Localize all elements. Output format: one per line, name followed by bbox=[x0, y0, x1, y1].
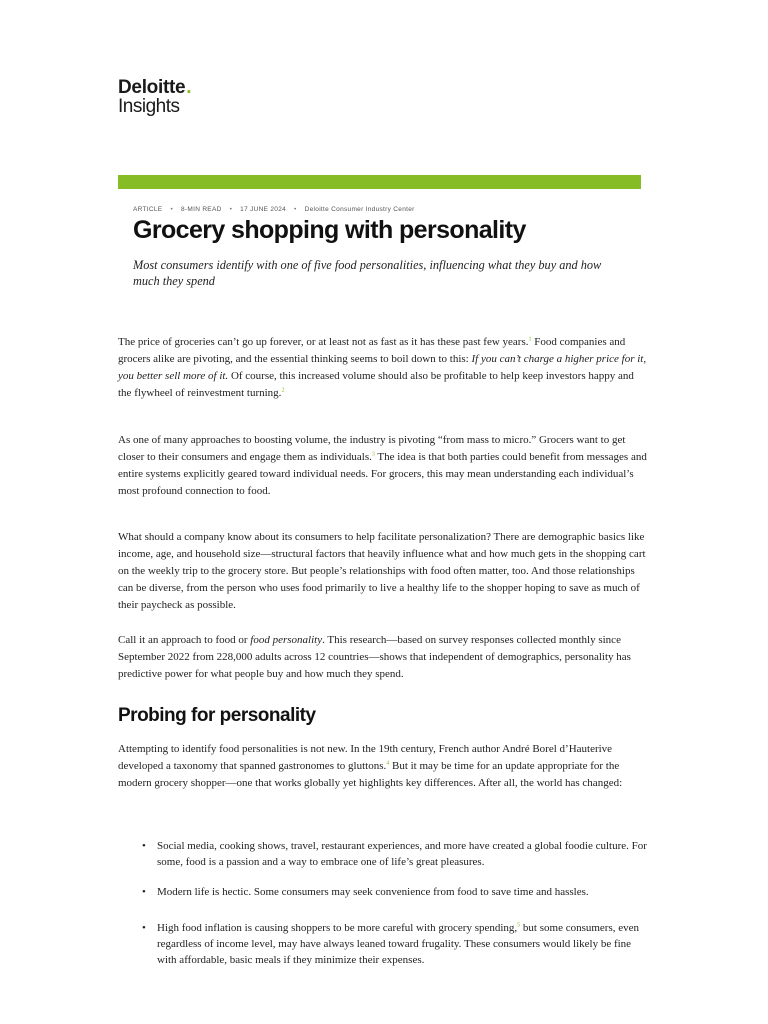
p1-text-a: The price of groceries can’t go up forever, or at least not as fast as it has these past few years. bbox=[118, 336, 529, 348]
article-title: Grocery shopping with personality bbox=[133, 216, 526, 244]
paragraph-3: What should a company know about its consumers to help facilitate personalization? There are demographic basics like income, age, and household size—structural factors that heavily influence what and how much gets in the shopping cart on the weekly trip to the grocery store. But people’s relationships with food often matter, too. And those relationships can be diverse, from the person who uses food primarily to live a healthy life to the shopper hoping to save as much of their paycheck as possible. bbox=[118, 531, 646, 611]
meta-separator: • bbox=[294, 206, 297, 213]
meta-source: Deloitte Consumer Industry Center bbox=[304, 206, 415, 213]
footnote-5-link[interactable]: 5 bbox=[517, 922, 521, 929]
meta-separator: • bbox=[229, 206, 233, 213]
article-meta bbox=[133, 206, 415, 213]
list-item bbox=[138, 920, 653, 968]
p1-emphasis: If you can’t charge a higher price for it, you better sell more of it. bbox=[118, 353, 647, 382]
meta-read-time: 8-MIN READ bbox=[181, 206, 222, 213]
section-heading: Probing for personality bbox=[118, 705, 316, 726]
p4-emphasis: food personality bbox=[250, 634, 323, 646]
paragraph-2 bbox=[118, 432, 650, 500]
p5-text-a: Attempting to identify food personalities is not new. In the 19th century, French author André Borel d’Hauterive developed a taxonomy that spanned gastronomes to gluttons. bbox=[118, 743, 613, 772]
footnote-3-link[interactable]: 3 bbox=[371, 451, 375, 458]
footnote-4-link[interactable]: 4 bbox=[386, 760, 390, 767]
list-item: • Modern life is hectic. Some consumers may seek convenience from food to save time and hassles. bbox=[138, 884, 653, 900]
paragraph-4 bbox=[118, 632, 650, 683]
p4-text-b: . This research—based on survey responses collected monthly since September 2022 from 228,000 adults across 12 countries—shows that independent of demographics, personality has predictive power for what people buy and how much they spend. bbox=[118, 634, 631, 680]
p2-text-a: As one of many approaches to boosting volume, the industry is pivoting “from mass to micro.” Grocers want to get closer to their consumers and engage them as individuals. bbox=[118, 434, 626, 463]
logo-brand bbox=[118, 78, 191, 98]
footnote-2-link[interactable]: 2 bbox=[281, 387, 285, 394]
footnote-1-link[interactable]: 1 bbox=[528, 336, 532, 343]
p5-text-b: But it may be time for an update appropriate for the modern grocery shopper—one that works globally yet highlights key differences. After all, the world has changed: bbox=[118, 760, 623, 789]
deloitte-insights-logo bbox=[118, 78, 191, 116]
p1-text-c: Of course, this increased volume should also be profitable to help keep investors happy and the flywheel of reinvestment turning. bbox=[118, 370, 634, 399]
bullet-3-text-b: but some consumers, even regardless of income level, may have always leaned toward frugality. These consumers would likely be fine with affordable, basic meals if they minimize their expenses. bbox=[157, 922, 640, 966]
meta-date: 17 JUNE 2024 bbox=[240, 206, 287, 213]
bullet-list bbox=[138, 838, 653, 968]
article-subtitle: Most consumers identify with one of five food personalities, influencing what they buy and how much they spend bbox=[133, 258, 602, 288]
meta-type: ARTICLE bbox=[133, 206, 163, 213]
logo-brand-text: Deloitte bbox=[118, 77, 186, 98]
p4-text-a: Call it an approach to food or bbox=[118, 634, 251, 646]
logo-subtitle: Insights bbox=[118, 96, 180, 117]
paragraph-5 bbox=[118, 741, 650, 792]
bullet-3-text-a: High food inflation is causing shoppers to be more careful with grocery spending, bbox=[157, 922, 518, 934]
meta-separator: • bbox=[170, 206, 174, 213]
paragraph-1 bbox=[118, 334, 650, 402]
list-item: • Social media, cooking shows, travel, restaurant experiences, and more have created a global foodie culture. For some, food is a passion and a way to embrace one of life’s great pleasures. bbox=[138, 838, 653, 870]
p2-text-b: The idea is that both parties could benefit from messages and entire systems explicitly geared toward individual needs. For grocers, this may mean understanding each individual’s most profound connection to food. bbox=[118, 451, 647, 497]
p1-text-b: Food companies and grocers alike are pivoting, and the essential thinking seems to boil down to this: bbox=[118, 336, 626, 365]
logo-dot: . bbox=[186, 77, 192, 98]
accent-bar bbox=[118, 175, 641, 189]
